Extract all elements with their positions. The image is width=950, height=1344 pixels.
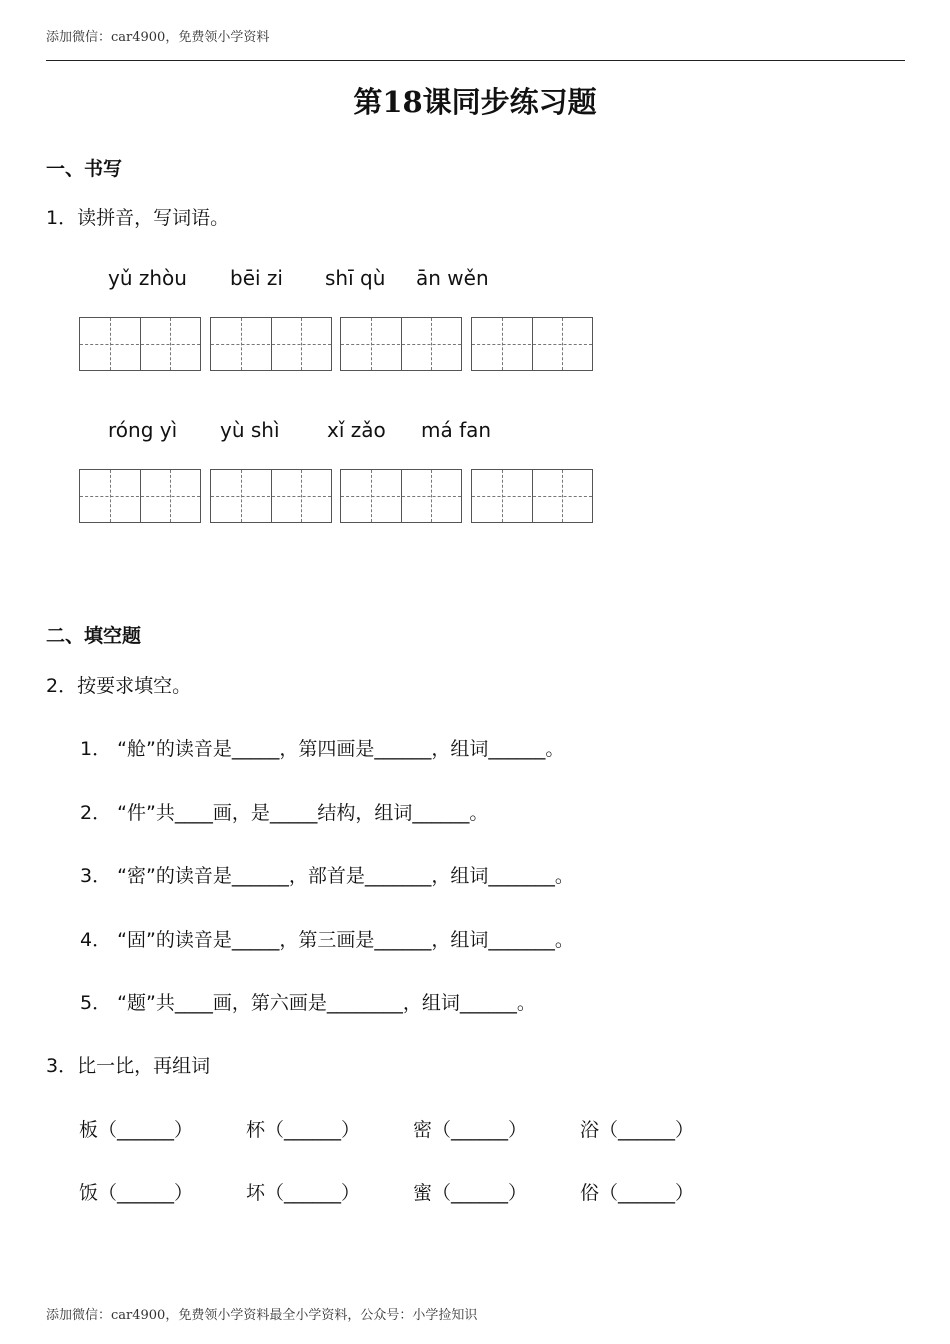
fill-blank-item[interactable]: 2． “件”共____画，是_____结构，组词______。 [80, 802, 489, 824]
compare-word-blank[interactable]: 密（______） [413, 1119, 528, 1141]
writing-grid-box[interactable] [210, 469, 332, 523]
header-note: 添加微信：car4900，免费领小学资料 [46, 30, 270, 45]
header-divider [46, 60, 905, 61]
question-2-prompt: 2．按要求填空。 [46, 675, 192, 697]
compare-word-blank[interactable]: 浴（______） [580, 1119, 695, 1141]
pinyin-label: bēi zi [230, 266, 283, 290]
writing-grid-box[interactable] [79, 317, 201, 371]
question-1-prompt: 1．读拼音，写词语。 [46, 207, 230, 229]
fill-blank-item[interactable]: 3． “密”的读音是______，部首是_______，组词_______。 [80, 865, 574, 887]
compare-word-blank[interactable]: 板（______） [79, 1119, 194, 1141]
footer-note: 添加微信：car4900，免费领小学资料最全小学资料，公众号：小学捡知识 [46, 1308, 478, 1323]
writing-grid-box[interactable] [210, 317, 332, 371]
page-title: 第18课同步练习题 [353, 85, 597, 119]
compare-word-blank[interactable]: 饭（______） [79, 1182, 194, 1204]
section-heading-fill-blank: 二、填空题 [46, 625, 142, 647]
compare-word-blank[interactable]: 杯（______） [246, 1119, 361, 1141]
pinyin-label: shī qù [325, 266, 386, 290]
compare-word-blank[interactable]: 蜜（______） [413, 1182, 528, 1204]
fill-blank-item[interactable]: 4． “固”的读音是_____，第三画是______，组词_______。 [80, 929, 574, 951]
pinyin-label: róng yì [108, 418, 178, 442]
pinyin-label: xǐ zǎo [327, 418, 386, 442]
writing-grid-box[interactable] [340, 317, 462, 371]
compare-word-blank[interactable]: 俗（______） [580, 1182, 695, 1204]
fill-blank-item[interactable]: 5． “题”共____画，第六画是________，组词______。 [80, 992, 536, 1014]
pinyin-label: ān wěn [416, 266, 489, 290]
pinyin-label: má fan [421, 418, 492, 442]
writing-grid-box[interactable] [340, 469, 462, 523]
writing-grid-box[interactable] [471, 469, 593, 523]
fill-blank-item[interactable]: 1． “舱”的读音是_____，第四画是______，组词______。 [80, 738, 565, 760]
pinyin-label: yǔ zhòu [108, 266, 187, 290]
compare-word-blank[interactable]: 坏（______） [246, 1182, 361, 1204]
question-3-prompt: 3．比一比，再组词 [46, 1055, 211, 1077]
section-heading-writing: 一、书写 [46, 158, 123, 180]
pinyin-label: yù shì [220, 418, 280, 442]
writing-grid-box[interactable] [79, 469, 201, 523]
writing-grid-box[interactable] [471, 317, 593, 371]
